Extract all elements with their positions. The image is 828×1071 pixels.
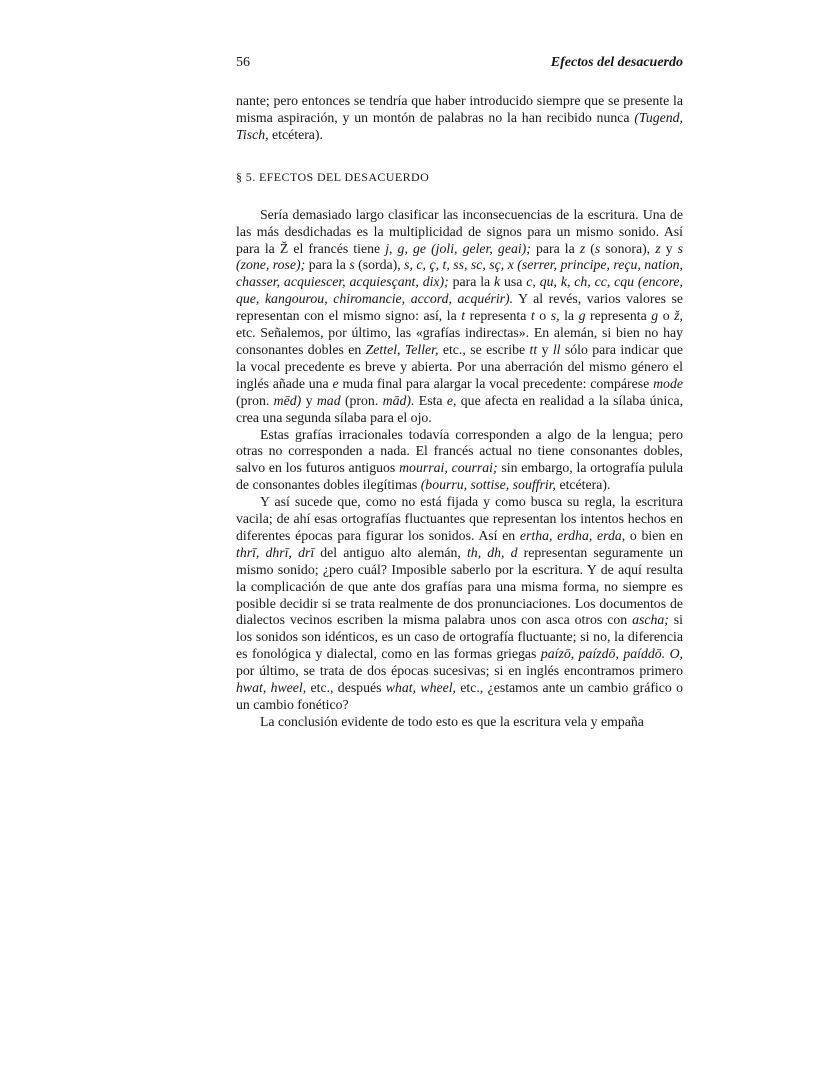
paragraph-continuation: nante; pero entonces se tendría que haber introducido siempre que se presente la misma aspiración, y un montón de palabras no la han recibido nunca (Tugend, Tisch, etcétera). bbox=[236, 93, 683, 142]
page-number: 56 bbox=[236, 55, 250, 70]
paragraph: Sería demasiado largo clasificar las inconsecuencias de la escritura. Una de las más desdichadas es la multiplicidad de signos para un mismo sonido. Así para la Ž el francés tiene j, g, ge (joli, geler, geai); para la z (s sonora), z y s (zone, rose); para la s (sorda), s, c, ç, t, ss, sc, sç, x (serrer, principe, reçu, nation, chasser, acquiescer, acquiesçant, dix); para la k usa c, qu, k, ch, cc, cqu (encore, que, kangourou, chiromancie, accord, acquérir). Y al revés, varios valores se representan con el mismo signo: así, la t representa t o s, la g representa g o ž, etc. Señalemos, por último, las «grafías indirectas». En alemán, si bien no hay consonantes dobles en Zettel, Teller, etc., se escribe tt y ll sólo para indicar que la vocal precedente es breve y abierta. Por una aberración del mismo género el inglés añade una e muda final para alargar la vocal precedente: compárese mode (pron. mēd) y mad (pron. mād). Esta e, que afecta en realidad a la sílaba única, crea una segunda sílaba para el ojo. bbox=[236, 206, 684, 425]
paragraph: Estas grafías irracionales todavía corresponden a algo de la lengua; pero otras no corresponden a nada. El francés actual no tiene consonantes dobles, salvo en los futuros antiguos mourrai, courrai; sin embargo, la ortografía pulula de consonantes dobles ilegítimas (bourru, sottise, souffrir, etcétera). bbox=[236, 426, 683, 493]
paragraph: Y así sucede que, como no está fijada y como busca su regla, la escritura vacila; de ahí esas ortografías fluctuantes que representan los intentos hechos en diferentes épocas para figurar los sonidos. Así en ertha, erdha, erda, o bien en thrī, dhrī, drī del antiguo alto alemán, th, dh, d representan seguramente un mismo sonido; ¿pero cuál? Imposible saberlo por la escritura. Y de aquí resulta la complicación de que ante dos grafías para una misma forma, no siempre es posible decidir si se trata realmente de dos pronunciaciones. Los documentos de dialectos vecinos escriben la misma palabra unos con asca otros con ascha; si los sonidos son idénticos, es un caso de ortografía fluctuante; si no, la diferencia es fonológica y dialectal, como en las formas griegas paízō, paízdō, paíddō. O, por último, se trata de dos épocas sucesivas; si en inglés encontramos primero hwat, hweel, etc., después what, wheel, etc., ¿estamos ante un cambio gráfico o un cambio fonético? bbox=[236, 494, 684, 712]
running-head bbox=[236, 55, 683, 71]
section-heading: § 5. EFECTOS DEL DESACUERDO bbox=[236, 169, 430, 184]
running-header-title: Efectos del desacuerdo bbox=[550, 55, 683, 70]
text-block bbox=[236, 55, 683, 731]
paragraph: La conclusión evidente de todo esto es que la escritura vela y empaña bbox=[260, 713, 644, 729]
